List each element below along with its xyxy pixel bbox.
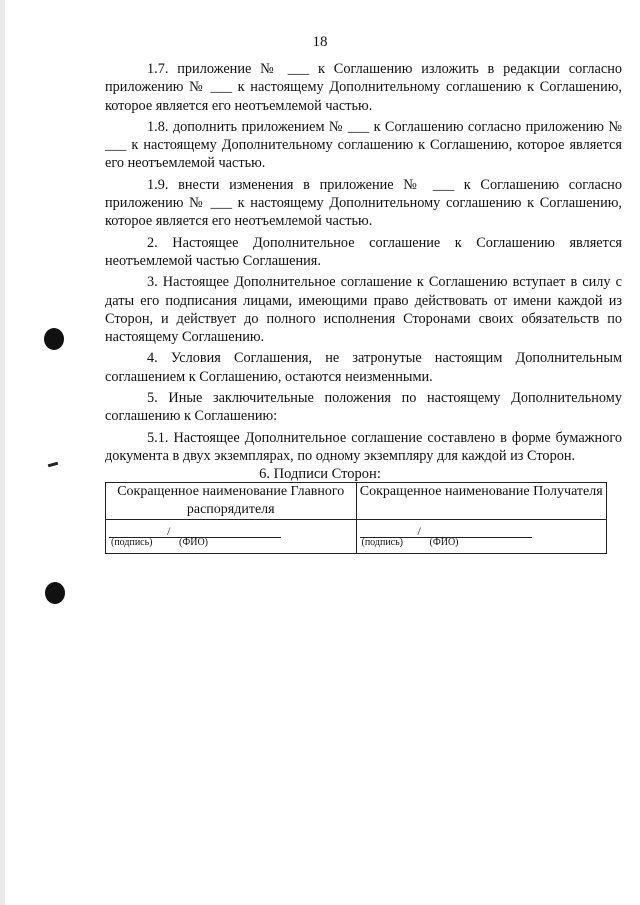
punch-hole-mark (44, 328, 64, 350)
paragraph-4: 4. Условия Соглашения, не затронутые настоящим Дополнительным соглашением к Соглашению, остаются неизменными. (105, 350, 622, 385)
signature-caption: (подпись) (361, 537, 404, 548)
paragraph-5-1: 5.1. Настоящее Дополнительное соглашение составлено в форме бумажного документа в двух экземплярах, по одному экземпляру для каждой из Сторон. (105, 429, 622, 464)
paragraph-1-7: 1.7. приложение № ___ к Соглашению изложить в редакции согласно приложению № ___ к настоящему Дополнительному соглашению к Соглашению, которое является его неотъемлемой частью. (105, 61, 622, 114)
signature-row (106, 520, 607, 554)
right-signature-cell (356, 520, 607, 554)
left-party-name: Сокращенное наименование Главного распорядителя (106, 483, 357, 520)
signature-slash: / (417, 524, 421, 538)
paragraph-1-9: 1.9. внести изменения в приложение № ___ к Соглашению согласно приложению № ___ к настоящему Дополнительному соглашению к Соглашению, которое является его неотъемлемой частью. (105, 176, 622, 230)
signature-captions (362, 537, 459, 548)
scan-edge-shadow (0, 0, 5, 905)
paragraph-1-8: 1.8. дополнить приложением № ___ к Соглашению согласно приложению № ___ к настоящему Дополнительному соглашению к Соглашению, которое является его неотъемлемой частью. (105, 118, 622, 172)
right-party-name: Сокращенное наименование Получателя (356, 483, 607, 520)
signature-slash: / (167, 524, 171, 538)
signature-captions (111, 537, 208, 548)
punch-hole-mark (45, 582, 65, 604)
name-caption: (ФИО) (429, 537, 459, 548)
paragraph-2: 2. Настоящее Дополнительное соглашение к Соглашению является неотъемлемой частью Соглашения. (105, 234, 622, 269)
page-number: 18 (312, 34, 328, 50)
signature-caption: (подпись) (111, 537, 153, 548)
name-caption: (ФИО) (179, 537, 209, 548)
paragraph-3: 3. Настоящее Дополнительное соглашение к Соглашению вступает в силу с даты его подписания лицами, имеющими право действовать от имени каждой из Сторон, и действует до полного исполнения Сторонами своих обязательств по настоящему Соглашению. (105, 274, 622, 346)
document-body (105, 60, 622, 468)
signatures-heading: 6. Подписи Сторон: (259, 466, 381, 482)
left-signature-cell (106, 520, 357, 554)
party-names-row (106, 483, 607, 520)
signatures-table (105, 482, 607, 554)
paragraph-5: 5. Иные заключительные положения по настоящему Дополнительному соглашению к Соглашению: (105, 390, 622, 425)
